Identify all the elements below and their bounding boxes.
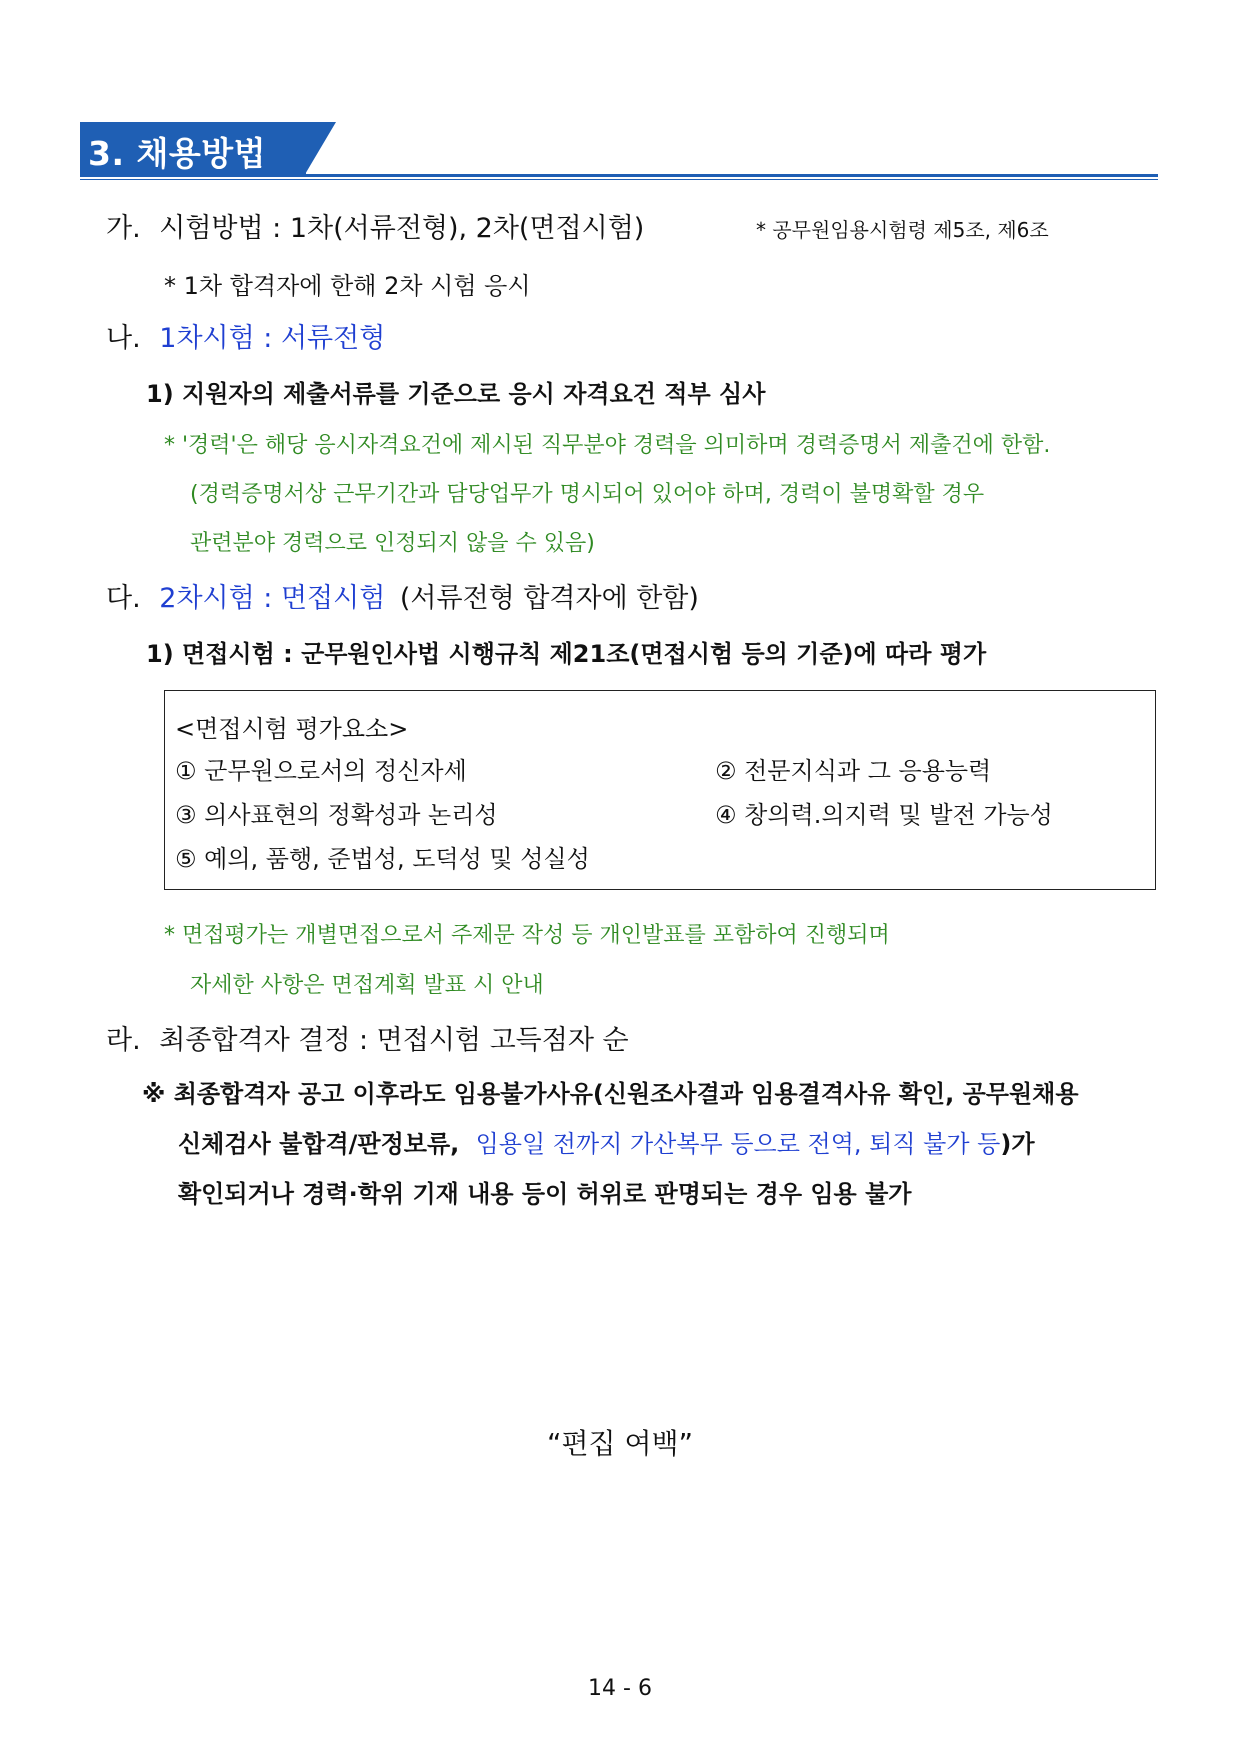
item-ra-note-line-2-highlight: 임용일 전까지 가산복무 등으로 전역, 퇴직 불가 등	[475, 1130, 1001, 1158]
item-ga-reference: * 공무원임용시험령 제5조, 제6조	[756, 218, 1049, 242]
item-da-label: 다.	[106, 583, 141, 614]
section-title: 3. 채용방법	[88, 134, 266, 173]
item-na-note-line-1: * '경력'은 해당 응시자격요건에 제시된 직무분야 경력을 의미하며 경력증명서 제출건에 한함.	[164, 433, 1051, 458]
item-na-title: 1차시험 : 서류전형	[159, 323, 386, 354]
section-underline-thin	[80, 179, 1158, 180]
item-na-subitem-1: 1) 지원자의 제출서류를 기준으로 응시 자격요건 적부 심사	[146, 380, 766, 408]
evaluation-item-2: ② 전문지식과 그 응용능력	[715, 757, 992, 785]
item-da-suffix: (서류전형 합격자에 한함)	[399, 583, 699, 614]
item-ga-label: 가.	[106, 213, 141, 244]
item-da-subitem-1: 1) 면접시험 : 군무원인사법 시행규칙 제21조(면접시험 등의 기준)에 따라 평가	[146, 640, 987, 668]
item-ra	[106, 1018, 629, 1057]
item-ga-note: * 1차 합격자에 한해 2차 시험 응시	[164, 272, 531, 300]
item-ra-note-line-2-pre: 신체검사 불합격/판정보류,	[178, 1130, 460, 1158]
evaluation-elements-box	[164, 690, 1156, 890]
item-na	[106, 316, 385, 355]
item-ra-note-line-2	[178, 1124, 1035, 1159]
item-ra-text: 최종합격자 결정 : 면접시험 고득점자 순	[159, 1025, 629, 1056]
item-na-note-line-2: (경력증명서상 근무기간과 담당업무가 명시되어 있어야 하며, 경력이 불명확할 경우	[190, 482, 985, 507]
item-ra-note-line-3: 확인되거나 경력·학위 기재 내용 등이 허위로 판명되는 경우 임용 불가	[178, 1180, 912, 1208]
item-da-note-line-2: 자세한 사항은 면접계획 발표 시 안내	[190, 973, 544, 998]
item-da-title: 2차시험 : 면접시험	[159, 583, 386, 614]
evaluation-item-4: ④ 창의력.의지력 및 발전 가능성	[715, 801, 1053, 829]
item-da-note-line-1: * 면접평가는 개별면접으로서 주제문 작성 등 개인발표를 포함하여 진행되며	[164, 923, 890, 948]
evaluation-item-5: ⑤ 예의, 품행, 준법성, 도덕성 및 성실성	[175, 845, 590, 873]
section-title-slant	[304, 122, 336, 176]
page-number: 14 - 6	[588, 1676, 652, 1701]
item-ra-note-line-2-post: )가	[1000, 1130, 1035, 1158]
item-ra-note-line-1: ※ 최종합격자 공고 이후라도 임용불가사유(신원조사결과 임용결격사유 확인, 공무원채용	[142, 1080, 1079, 1108]
item-na-label: 나.	[106, 323, 141, 354]
evaluation-box-heading: <면접시험 평가요소>	[175, 715, 409, 743]
section-header	[80, 122, 1158, 178]
section-title-tab	[80, 122, 306, 176]
item-ga	[106, 206, 644, 245]
item-da	[106, 576, 699, 615]
section-underline	[80, 174, 1158, 177]
item-ga-text: 시험방법 : 1차(서류전형), 2차(면접시험)	[159, 213, 645, 244]
blank-note: “편집 여백”	[546, 1427, 694, 1460]
item-na-note-line-3: 관련분야 경력으로 인정되지 않을 수 있음)	[190, 531, 595, 556]
evaluation-item-3: ③ 의사표현의 정확성과 논리성	[175, 801, 498, 829]
item-ra-label: 라.	[106, 1025, 141, 1056]
evaluation-item-1: ① 군무원으로서의 정신자세	[175, 757, 467, 785]
